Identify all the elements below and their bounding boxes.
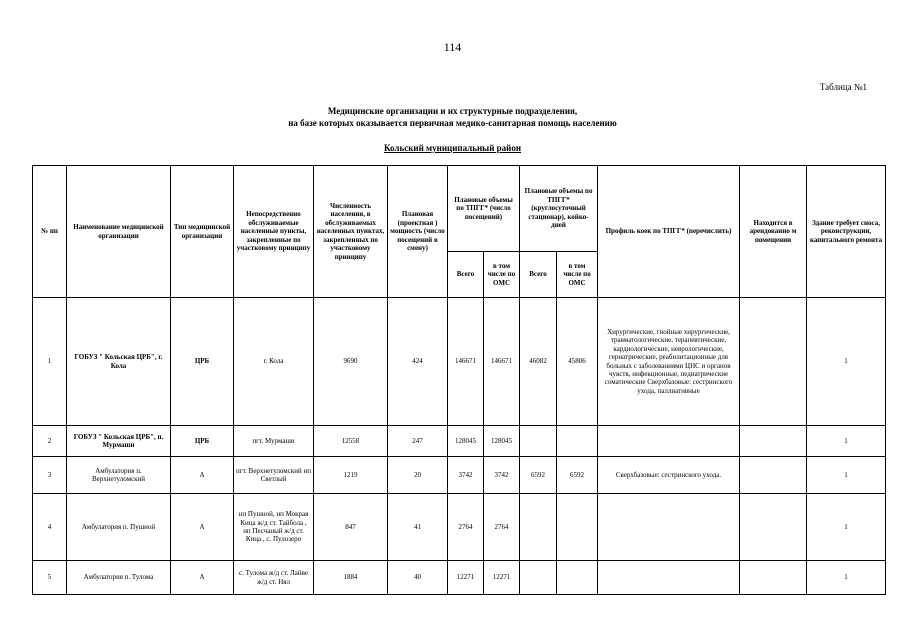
cell-capacity: 41 [388, 494, 448, 561]
cell-beds-oms [557, 426, 598, 457]
header-beds-total: Всего [520, 252, 557, 298]
header-population: Численность населения, в обслуживаемых населенных пунктах, закрепленных по участковому принципу [314, 166, 388, 298]
header-visits-total: Всего [448, 252, 484, 298]
cell-points: пгт. Верхнетуломский нп Светлый [234, 457, 314, 494]
header-num: № пп [33, 166, 67, 298]
header-type: Тип медицинской организации [171, 166, 234, 298]
cell-num: 5 [33, 561, 67, 595]
cell-rented [740, 561, 807, 595]
table-row [33, 561, 886, 595]
cell-type: А [171, 561, 234, 595]
table-label: Таблица №1 [819, 82, 867, 92]
cell-population: 9690 [314, 298, 388, 426]
cell-profile: Хирургические, гнойные хирургические, травматологические, терапевтические, кардиологические, неврологические, гериатрические, реабилитационные для больных с заболеваниями ЦНС и органов чувств, инфекционные, педиатрические соматические Сверхбазовые: сестринского ухода, паллиативные [598, 298, 740, 426]
cell-num: 4 [33, 494, 67, 561]
cell-num: 1 [33, 298, 67, 426]
document-title [0, 105, 905, 129]
cell-profile [598, 426, 740, 457]
cell-demolition: 1 [807, 561, 886, 595]
cell-capacity: 424 [388, 298, 448, 426]
cell-name: ГОБУЗ " Кольская ЦРБ", г. Кола [67, 298, 171, 426]
cell-visits-oms: 12271 [484, 561, 520, 595]
cell-beds-oms [557, 494, 598, 561]
cell-name: Амбулатория п. Тулома [67, 561, 171, 595]
cell-beds-oms: 45806 [557, 298, 598, 426]
header-rented: Находится в арендованно м помещении [740, 166, 807, 298]
cell-type: А [171, 494, 234, 561]
cell-beds-total [520, 494, 557, 561]
cell-beds-total: 46082 [520, 298, 557, 426]
cell-visits-oms: 3742 [484, 457, 520, 494]
cell-points: пгт. Мурмаши [234, 426, 314, 457]
header-bed-days: Плановые объемы по ТПГГ* (круглосуточный стационар), койко-дней [520, 166, 598, 252]
cell-visits-total: 146671 [448, 298, 484, 426]
cell-demolition: 1 [807, 494, 886, 561]
cell-profile [598, 494, 740, 561]
header-direct-points: Непосредственно обслуживаемые населенные пункты, закрепленные по участковому принципу [234, 166, 314, 298]
cell-points: г. Кола [234, 298, 314, 426]
header-demolition: Здание требует сноса, реконструкции, капитального ремонта [807, 166, 886, 298]
district-heading: Кольский муниципальный район [383, 143, 522, 153]
cell-type: ЦРБ [171, 426, 234, 457]
cell-visits-oms: 128045 [484, 426, 520, 457]
header-name: Наименование медицинской организации [67, 166, 171, 298]
header-visits: Плановые объемы по ТПГГ* (число посещений) [448, 166, 520, 252]
cell-name: ГОБУЗ " Кольская ЦРБ", п. Мурмаши [67, 426, 171, 457]
cell-beds-total [520, 561, 557, 595]
header-beds-oms: в том числе по ОМС [557, 252, 598, 298]
cell-population: 1219 [314, 457, 388, 494]
cell-demolition: 1 [807, 457, 886, 494]
title-line-1: Медицинские организации и их структурные подразделения, [327, 106, 578, 116]
cell-visits-total: 12271 [448, 561, 484, 595]
cell-capacity: 20 [388, 457, 448, 494]
page-number: 114 [443, 40, 462, 54]
cell-num: 2 [33, 426, 67, 457]
cell-visits-oms: 2764 [484, 494, 520, 561]
cell-capacity: 247 [388, 426, 448, 457]
title-line-2: на базе которых оказывается первичная медико-санитарная помощь населению [288, 118, 617, 128]
cell-population: 1884 [314, 561, 388, 595]
cell-beds-oms: 6592 [557, 457, 598, 494]
cell-visits-total: 2764 [448, 494, 484, 561]
cell-type: ЦРБ [171, 298, 234, 426]
cell-visits-oms: 146671 [484, 298, 520, 426]
cell-demolition: 1 [807, 426, 886, 457]
cell-type: А [171, 457, 234, 494]
cell-rented [740, 426, 807, 457]
cell-points: с. Тулома ж/д ст. Лайве ж/д ст. Нял [234, 561, 314, 595]
cell-demolition: 1 [807, 298, 886, 426]
header-capacity: Плановая (проектная ) мощность (число посещений в смену) [388, 166, 448, 298]
table-row [33, 426, 886, 457]
cell-beds-oms [557, 561, 598, 595]
cell-beds-total: 6592 [520, 457, 557, 494]
cell-profile: Сверхбазовые: сестринского ухода. [598, 457, 740, 494]
cell-visits-total: 128045 [448, 426, 484, 457]
header-visits-oms: в том числе по ОМС [484, 252, 520, 298]
cell-name: Амбулатория п. Верхнетуломский [67, 457, 171, 494]
cell-population: 12558 [314, 426, 388, 457]
cell-beds-total [520, 426, 557, 457]
cell-population: 847 [314, 494, 388, 561]
cell-profile [598, 561, 740, 595]
cell-rented [740, 494, 807, 561]
table-row [33, 457, 886, 494]
header-profile: Профиль коек по ТПГГ* (перечислить) [598, 166, 740, 298]
medical-organizations-table [32, 165, 886, 595]
table-row [33, 298, 886, 426]
cell-num: 3 [33, 457, 67, 494]
cell-points: нп Пушной, нп Мокрая Кица ж/д ст. Тайбола , нп Песчаный ж/д ст. Кица , с. Пулозеро [234, 494, 314, 561]
cell-visits-total: 3742 [448, 457, 484, 494]
table-row [33, 494, 886, 561]
cell-name: Амбулатория п. Пушной [67, 494, 171, 561]
cell-rented [740, 298, 807, 426]
cell-capacity: 40 [388, 561, 448, 595]
cell-rented [740, 457, 807, 494]
